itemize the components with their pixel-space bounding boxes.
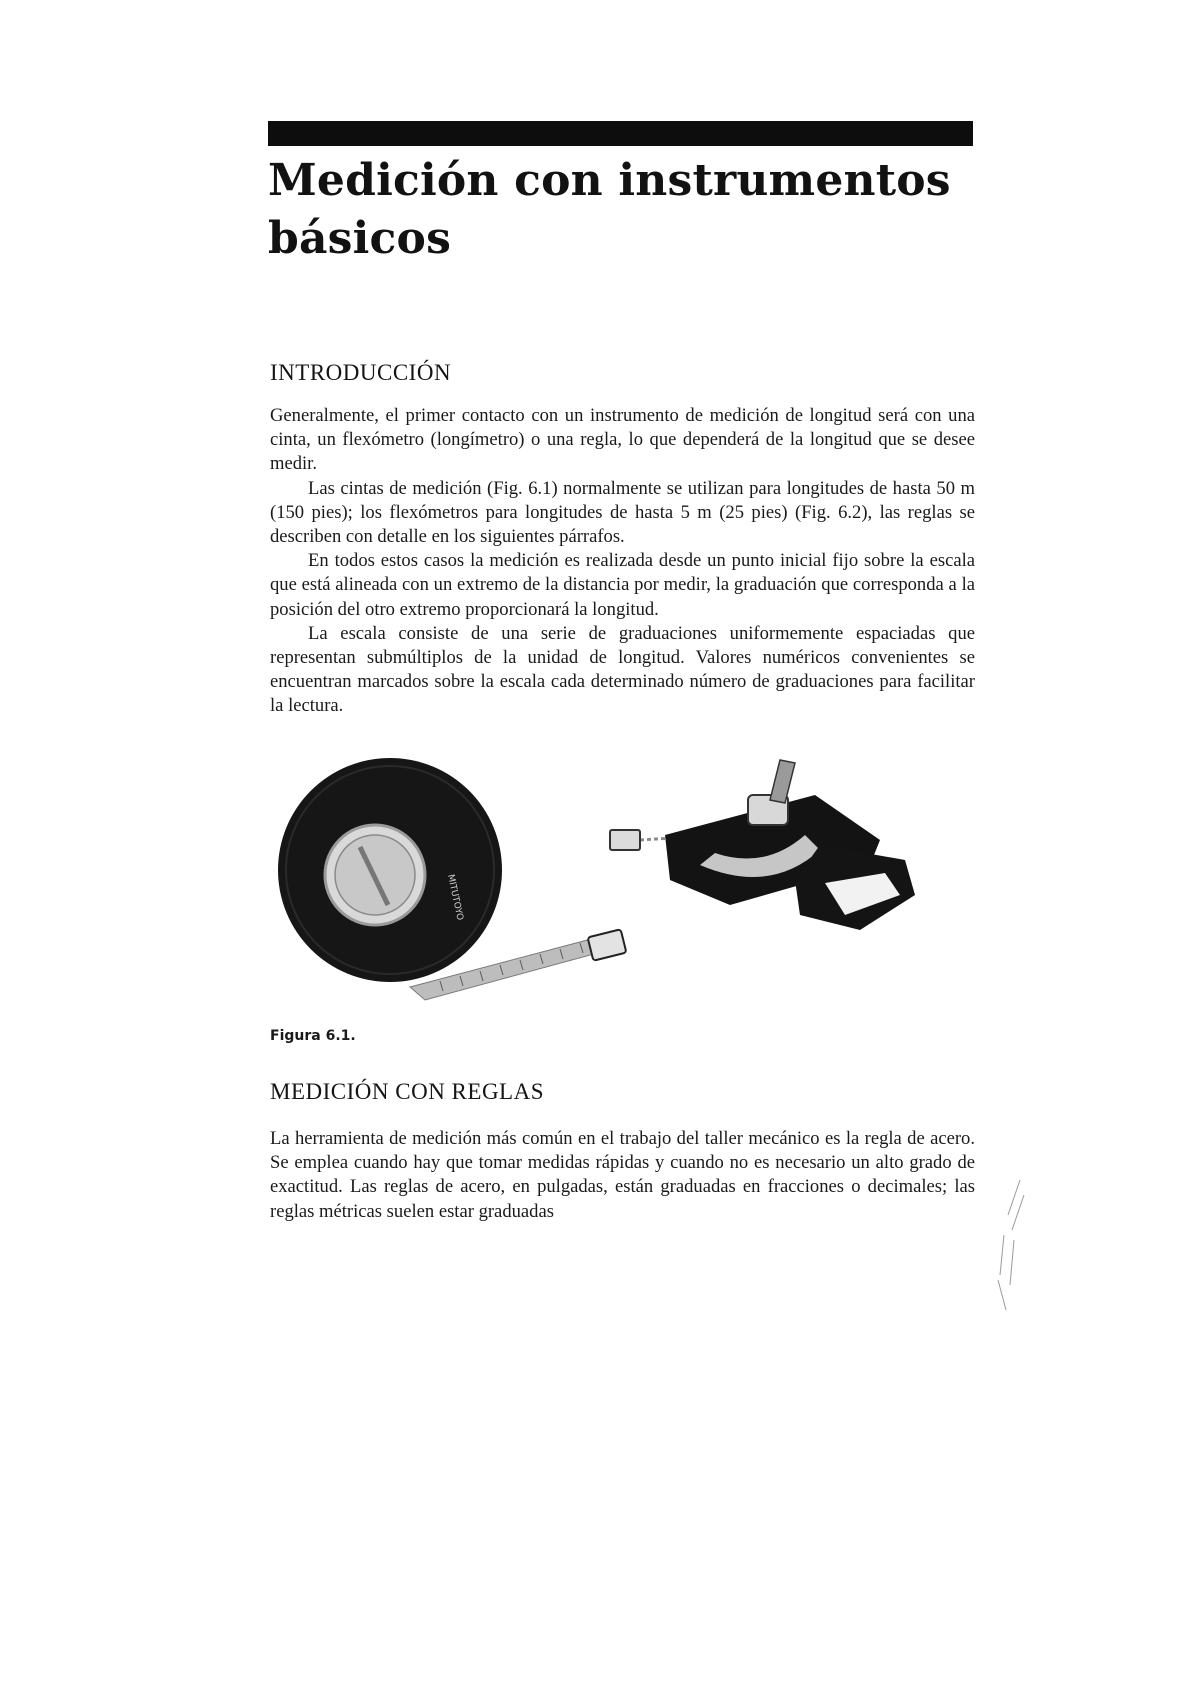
reel-brand-label: MITUTOYO [445,873,465,922]
chapter-header-bar [268,121,973,146]
section-heading-medicion-con-reglas: MEDICIÓN CON REGLAS [270,1079,544,1104]
open-reel-winder [665,760,915,930]
tape-end-clip [588,929,627,961]
binding-margin-marks [990,1175,1026,1315]
section-heading-introduccion: INTRODUCCIÓN [270,360,452,385]
paragraph: Generalmente, el primer contacto con un instrumento de medición de longitud será con una cinta, un flexómetro (longímetro) o una regla, lo que dependerá de la longitud que se desee medir. [270,405,975,475]
paragraph: La herramienta de medición más común en el trabajo del taller mecánico es la regla de acero. Se emplea cuando hay que tomar medidas rápidas y cuando no es necesario un alto grado de exactitud. Las reglas de acero, en pulgadas, están graduadas en fracciones o decimales; las reglas métricas suelen estar graduadas [270,1128,975,1222]
reglas-body [270,1127,975,1224]
tape-hook [610,830,640,850]
measuring-tape-illustration [260,755,980,1015]
chapter-title: Medición con instrumentos básicos [268,155,951,264]
paragraph: La escala consiste de una serie de graduaciones uniformemente espaciadas que representan submúltiplos de la unidad de longitud. Valores numéricos convenientes se encuentran marcados sobre la escala cada determinado número de graduaciones para facilitar la lectura. [270,622,975,717]
paragraph: En todos estos casos la medición es realizada desde un punto inicial fijo sobre la escala que está alineada con un extremo de la distancia por medir, la graduación que corresponda a la posición del otro extremo proporcionará la longitud. [270,550,975,620]
intro-body [270,404,975,719]
figure-caption: Figura 6.1. [270,1028,356,1044]
paragraph: Las cintas de medición (Fig. 6.1) normalmente se utilizan para longitudes de hasta 50 m (150 pies); los flexómetros para longitudes de hasta 5 m (25 pies) (Fig. 6.2), las reglas se describen con detalle en los siguientes párrafos. [270,477,975,548]
figure-measuring-tape [260,755,980,1015]
